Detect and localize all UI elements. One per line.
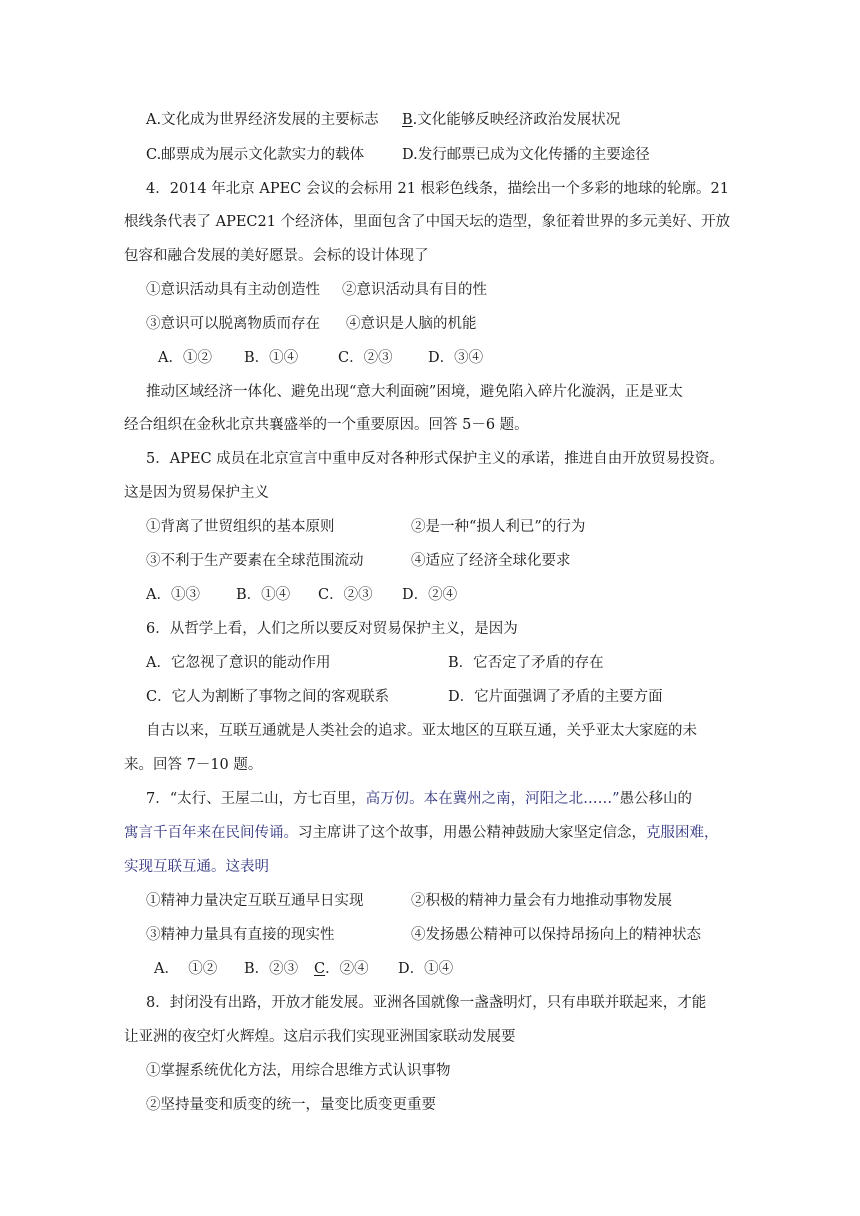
q5-choice-b: B．①④ bbox=[236, 587, 291, 603]
intro-5-6-line-1: 推动区域经济一体化、避免出现“意大利面碗”困境，避免陷入碎片化漩涡，正是亚太 bbox=[146, 384, 683, 400]
q7-choice-c bbox=[314, 959, 369, 979]
q4-choice-a: A．①② bbox=[158, 350, 212, 366]
q6-option-b: B．它否定了矛盾的存在 bbox=[448, 655, 604, 671]
intro-5-6-line-2: 经合组织在金秋北京共襄盛举的一个重要原因。回答 5－6 题。 bbox=[124, 417, 529, 433]
q6-option-c: C．它人为割断了事物之间的客观联系 bbox=[146, 689, 390, 705]
q7-choice-d: D．①④ bbox=[398, 961, 454, 977]
q6-stem: 6．从哲学上看，人们之所以要反对贸易保护主义，是因为 bbox=[146, 621, 518, 637]
q4-stem-line-2: 根线条代表了 APEC21 个经济体，里面包含了中国天坛的造型，象征着世界的多元美好、开放 bbox=[124, 214, 731, 230]
q3-option-b bbox=[402, 110, 620, 130]
q7-item-3: ③精神力量具有直接的现实性 bbox=[146, 927, 335, 943]
q8-item-1: ①掌握系统优化方法，用综合思维方式认识事物 bbox=[146, 1063, 451, 1079]
q7-stem-line-1 bbox=[146, 789, 692, 809]
q4-choice-b: B．①④ bbox=[244, 350, 299, 366]
q3-option-d: D.发行邮票已成为文化传播的主要途径 bbox=[402, 147, 650, 163]
q5-choice-c: C．②③ bbox=[318, 587, 373, 603]
q6-option-a: A．它忽视了意识的能动作用 bbox=[146, 655, 331, 671]
intro-7-10-line-1: 自古以来，互联互通就是人类社会的追求。亚太地区的互联互通，关乎亚太大家庭的未 bbox=[146, 723, 697, 739]
q5-item-4: ④适应了经济全球化要求 bbox=[411, 553, 571, 569]
q7-stem-2c: 克服困难， bbox=[646, 825, 719, 841]
q5-item-3: ③不利于生产要素在全球范围流动 bbox=[146, 553, 364, 569]
q4-item-4: ④意识是人脑的机能 bbox=[346, 316, 477, 332]
q8-stem-line-1: 8．封闭没有出路，开放才能发展。亚洲各国就像一盏盏明灯，只有串联并联起来，才能 bbox=[146, 995, 707, 1011]
q7-item-4: ④发扬愚公精神可以保持昂扬向上的精神状态 bbox=[411, 927, 701, 943]
q3-option-b-letter: B bbox=[402, 112, 413, 128]
q7-stem-1a: 7．“太行、王屋二山，方七百里， bbox=[146, 791, 366, 807]
q5-item-1: ①背离了世贸组织的基本原则 bbox=[146, 519, 335, 535]
q7-choice-a: A． ①② bbox=[154, 961, 218, 977]
q5-choice-d: D．②④ bbox=[402, 587, 458, 603]
q5-stem-line-1: 5．APEC 成员在北京宣言中重申反对各种形式保护主义的承诺，推进自由开放贸易投资。 bbox=[146, 451, 724, 467]
q4-item-2: ②意识活动具有目的性 bbox=[342, 282, 487, 298]
q3-option-c: C.邮票成为展示文化款实力的载体 bbox=[146, 147, 365, 163]
q7-stem-1c: 愚公移山的 bbox=[619, 791, 693, 807]
q4-choice-c: C．②③ bbox=[338, 350, 393, 366]
q7-choice-c-text: ．②④ bbox=[325, 961, 369, 977]
q7-choice-b: B．②③ bbox=[244, 961, 299, 977]
q7-stem-2b: 习主席讲了这个故事，用愚公精神鼓励大家坚定信念， bbox=[298, 825, 646, 841]
q7-stem-line-2 bbox=[124, 823, 719, 843]
q7-item-2: ②积极的精神力量会有力地推动事物发展 bbox=[411, 893, 672, 909]
q5-choice-a: A．①③ bbox=[146, 587, 200, 603]
intro-7-10-line-2: 来。回答 7－10 题。 bbox=[124, 757, 263, 773]
q3-option-a: A.文化成为世界经济发展的主要标志 bbox=[146, 112, 379, 128]
q5-item-2: ②是一种“损人利已”的行为 bbox=[411, 519, 586, 535]
q7-stem-2a: 寓言千百年来在民间传诵。 bbox=[124, 825, 298, 841]
q7-item-1: ①精神力量决定互联互通早日实现 bbox=[146, 893, 364, 909]
q8-stem-line-2: 让亚洲的夜空灯火辉煌。这启示我们实现亚洲国家联动发展要 bbox=[124, 1029, 516, 1045]
q4-item-1: ①意识活动具有主动创造性 bbox=[146, 282, 320, 298]
q7-stem-1b: 高万仞。本在冀州之南，河阳之北……” bbox=[365, 791, 620, 807]
q7-stem-line-3: 实现互联互通。这表明 bbox=[124, 859, 269, 875]
q5-stem-line-2: 这是因为贸易保护主义 bbox=[124, 485, 269, 501]
q4-stem-line-1: 4．2014 年北京 APEC 会议的会标用 21 根彩色线条，描绘出一个多彩的地球的轮廓。21 bbox=[146, 181, 729, 197]
q7-choice-c-letter: C bbox=[314, 961, 326, 977]
q4-item-3: ③意识可以脱离物质而存在 bbox=[146, 316, 320, 332]
q4-stem-line-3: 包容和融合发展的美好愿景。会标的设计体现了 bbox=[124, 248, 429, 264]
q8-item-2: ②坚持量变和质变的统一，量变比质变更重要 bbox=[146, 1097, 436, 1113]
q3-option-b-text: .文化能够反映经济政治发展状况 bbox=[412, 112, 621, 128]
q6-option-d: D．它片面强调了矛盾的主要方面 bbox=[448, 689, 663, 705]
q4-choice-d: D．③④ bbox=[428, 350, 484, 366]
